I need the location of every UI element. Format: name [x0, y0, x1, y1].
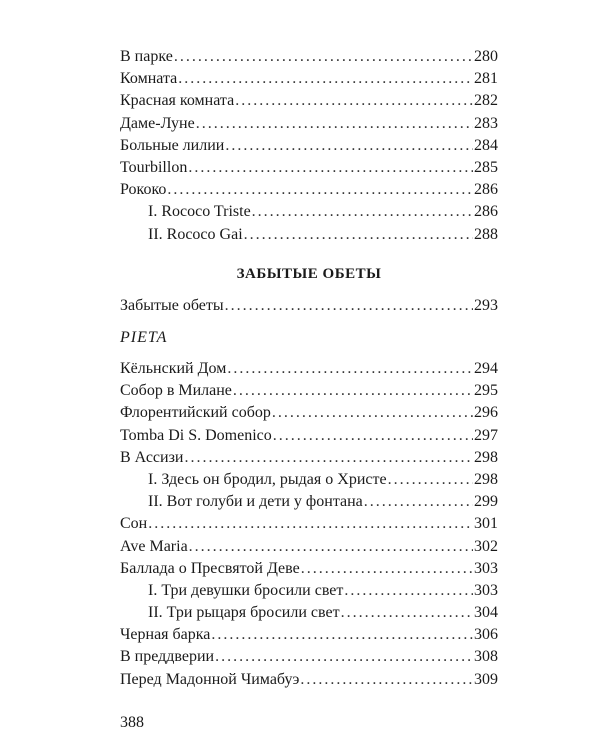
toc-entry: [120, 68, 498, 90]
dot-leader: [244, 224, 473, 246]
section-heading-zabytye-obety: ЗАБЫТЫЕ ОБЕТЫ: [236, 266, 382, 282]
toc-entry-page: 288: [474, 225, 498, 243]
toc-entry: [120, 358, 498, 380]
dot-leader: [344, 580, 473, 602]
toc-entry-page: 301: [474, 515, 498, 533]
toc-entry-page: 306: [474, 626, 498, 644]
dot-leader: [189, 536, 473, 558]
toc-entry-page: 303: [474, 559, 498, 577]
toc-entry-page: 302: [474, 537, 498, 555]
dot-leader: [364, 491, 473, 513]
toc-entry: [120, 402, 498, 424]
dot-leader: [252, 201, 473, 223]
dot-leader: [235, 90, 473, 112]
toc-entry-title: I. Три девушки бросили свет: [148, 581, 344, 599]
dot-leader: [301, 558, 473, 580]
dot-leader: [227, 358, 473, 380]
dot-leader: [273, 425, 473, 447]
toc-entry-title: Ave Maria: [120, 537, 188, 555]
dot-leader: [215, 646, 473, 668]
toc-subentry: [120, 201, 498, 223]
toc-entry: [120, 179, 498, 201]
toc-entry-title: Баллада о Пресвятой Деве: [120, 559, 300, 577]
toc-group-pieta: [120, 358, 498, 691]
toc-entry-page: 297: [474, 426, 498, 444]
dot-leader: [300, 669, 473, 691]
toc-entry-page: 296: [474, 404, 498, 422]
toc-group-1: [120, 46, 498, 246]
dot-leader: [184, 447, 473, 469]
page-number: 388: [120, 714, 144, 731]
toc-entry-page: 308: [474, 648, 498, 666]
toc-entry-title: Перед Мадонной Чимабуэ: [120, 670, 300, 688]
toc-entry: [120, 380, 498, 402]
toc-entry-title: II. Rococo Gai: [148, 225, 243, 243]
toc-entry-title: Сон: [120, 515, 148, 533]
toc-entry-title: Даме-Луне: [120, 114, 195, 132]
dot-leader: [188, 157, 473, 179]
toc-entry-title: В Ассизи: [120, 448, 184, 466]
toc-entry-page: 285: [474, 158, 498, 176]
toc-entry-title: Кёльнский Дом: [120, 360, 227, 377]
toc-entry-title: I. Здесь он бродил, рыдая о Христе: [148, 470, 387, 488]
toc-entry-page: 280: [474, 48, 498, 65]
toc-entry-title: Флорентийский собор: [120, 404, 271, 422]
toc-entry: [120, 135, 498, 157]
dot-leader: [167, 179, 473, 201]
toc-entry-page: 295: [474, 382, 498, 400]
toc-group-zabytye: [120, 295, 498, 317]
toc-entry-page: 293: [474, 297, 498, 314]
dot-leader: [174, 46, 473, 68]
toc-entry-title: В парке: [120, 48, 173, 65]
toc-entry: [120, 90, 498, 112]
dot-leader: [272, 402, 473, 424]
toc-subentry: [120, 602, 498, 624]
toc-entry: [120, 113, 498, 135]
toc-subentry: [120, 491, 498, 513]
toc-entry-title: Tourbillon: [120, 158, 188, 176]
toc-entry-page: 298: [474, 448, 498, 466]
toc-entry-page: 309: [474, 670, 498, 688]
dot-leader: [196, 113, 473, 135]
toc-entry-title: В преддверии: [120, 648, 215, 666]
toc-entry: [120, 46, 498, 68]
dot-leader: [178, 68, 473, 90]
toc-entry: [120, 295, 498, 317]
toc-entry-title: Собор в Милане: [120, 382, 232, 400]
section-heading-pieta: PIETA: [120, 329, 168, 346]
toc-entry: [120, 558, 498, 580]
toc-entry: [120, 513, 498, 535]
toc-entry-title: I. Rococo Triste: [148, 203, 251, 221]
dot-leader: [233, 380, 473, 402]
toc-entry-page: 286: [474, 203, 498, 221]
toc-entry-title: Забытые обеты: [120, 297, 224, 314]
toc-entry: [120, 425, 498, 447]
dot-leader: [388, 469, 473, 491]
dot-leader: [148, 513, 473, 535]
toc-entry-page: 304: [474, 604, 498, 622]
toc-entry-page: 281: [474, 70, 498, 88]
toc-subentry: [120, 580, 498, 602]
toc-entry-page: 294: [474, 360, 498, 377]
toc-entry-page: 284: [474, 136, 498, 154]
dot-leader: [211, 624, 473, 646]
toc-entry-page: 303: [474, 581, 498, 599]
toc-entry: [120, 646, 498, 668]
toc-entry: [120, 624, 498, 646]
toc-entry-title: II. Три рыцаря бросили свет: [148, 604, 340, 622]
toc-entry-title: Рококо: [120, 181, 167, 199]
toc-subentry: [120, 469, 498, 491]
toc-entry: [120, 669, 498, 691]
toc-entry: [120, 536, 498, 558]
toc-entry-page: 286: [474, 181, 498, 199]
dot-leader: [341, 602, 473, 624]
toc-entry-page: 283: [474, 114, 498, 132]
dot-leader: [225, 135, 473, 157]
toc-entry-title: Tomba Di S. Domenico: [120, 426, 272, 444]
toc-entry-title: Больные лилии: [120, 136, 225, 154]
toc-subentry: [120, 224, 498, 246]
toc-entry-title: Черная барка: [120, 626, 211, 644]
toc-entry: [120, 157, 498, 179]
toc-entry-title: II. Вот голуби и дети у фонтана: [148, 493, 363, 511]
toc-entry-page: 298: [474, 470, 498, 488]
dot-leader: [225, 295, 473, 317]
toc-entry: [120, 447, 498, 469]
toc-entry-title: Комната: [120, 70, 178, 88]
toc-entry-title: Красная комната: [120, 92, 235, 110]
toc-entry-page: 299: [474, 493, 498, 511]
toc-entry-page: 282: [474, 92, 498, 110]
